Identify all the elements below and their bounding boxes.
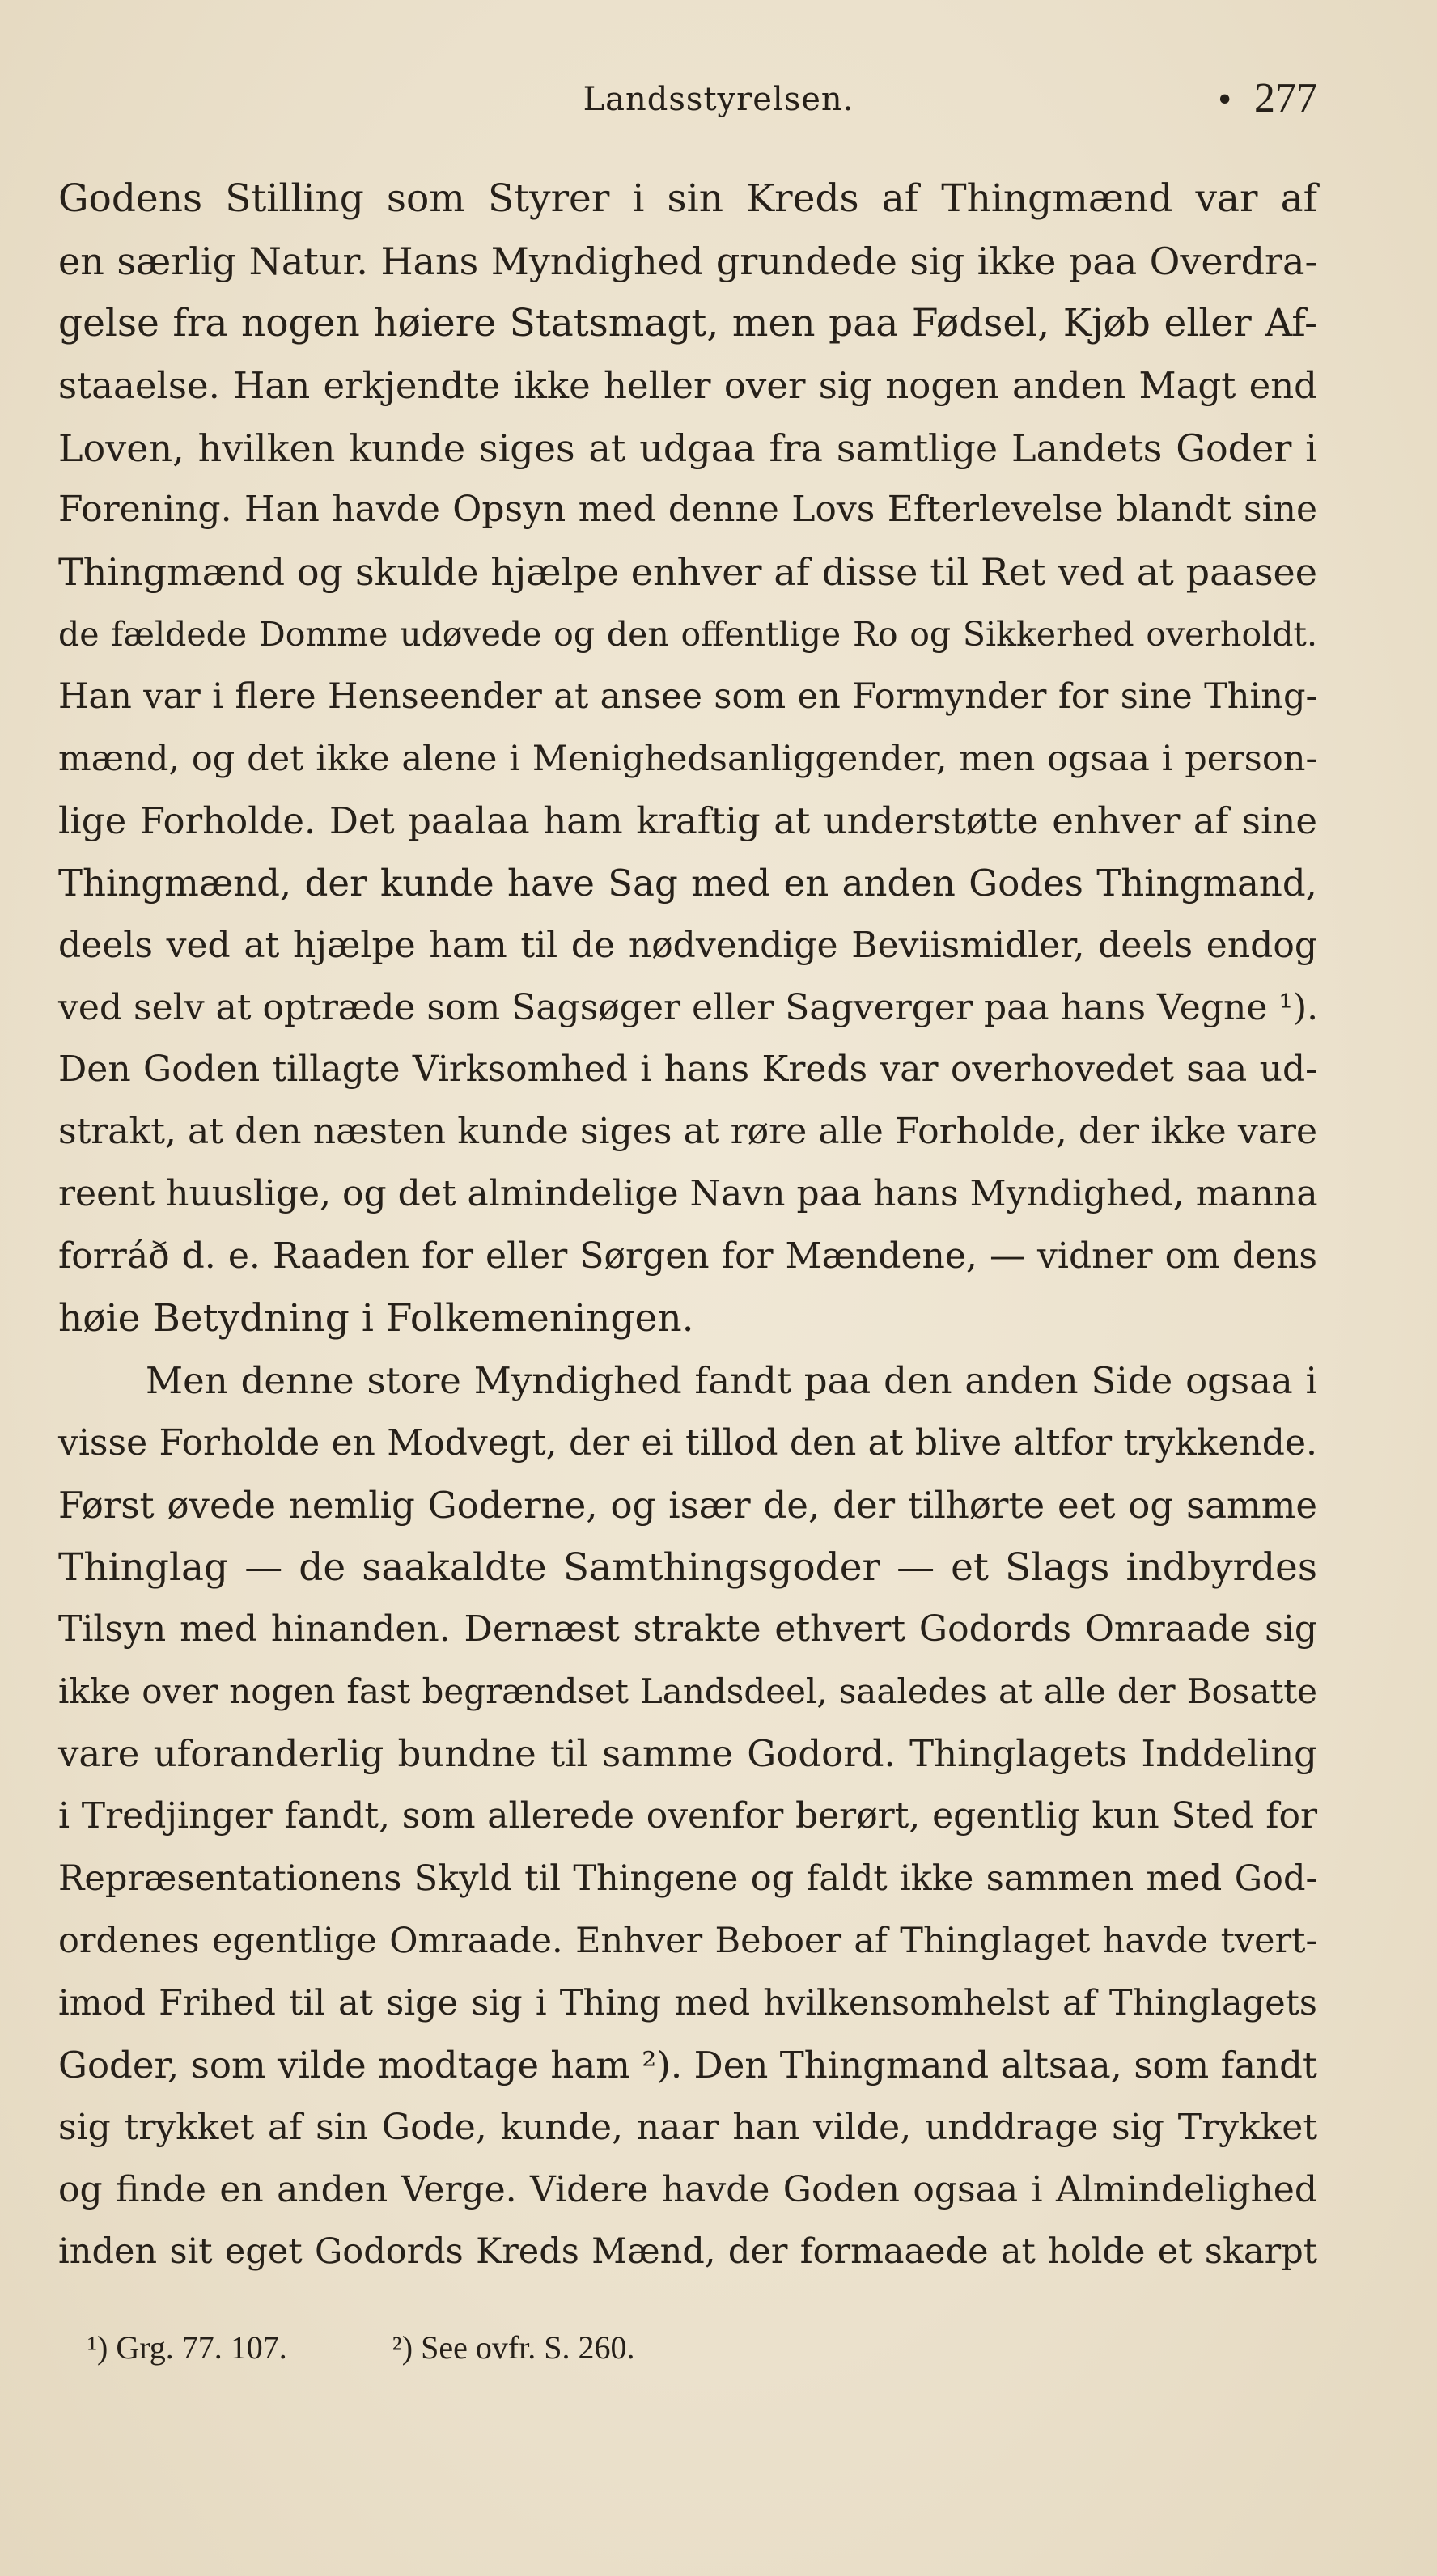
footnote-1: ¹) Grg. 77. 107. xyxy=(87,2329,287,2366)
text-line-8: de fældede Domme udøvede og den offentlige Ro og Sikkerhed overholdt. xyxy=(58,615,1317,655)
text-line-15: Den Goden tillagte Virksomhed i hans Kreds var overhovedet saa ud- xyxy=(58,1049,1317,1091)
text-line-31: Goder, som vilde modtage ham ²). Den Thingmand altsaa, som fandt xyxy=(58,2043,1317,2087)
text-line-25: ikke over nogen fast begrændset Landsdeel, saaledes at alle der Bosatte xyxy=(58,1671,1317,1712)
text-line-34: inden sit eget Godords Kreds Mænd, der formaaede at holde et skarpt xyxy=(58,2231,1317,2273)
text-line-10: mænd, og det ikke alene i Menighedsanliggender, men ogsaa i person- xyxy=(58,739,1317,780)
page-header xyxy=(0,74,1437,131)
text-line-13: deels ved at hjælpe ham til de nødvendige Beviismidler, deels endog xyxy=(58,924,1317,966)
page-number-value: 277 xyxy=(1254,75,1317,121)
text-line-12: Thingmænd, der kunde have Sag med en anden Godes Thingmand, xyxy=(58,861,1317,905)
text-line-16: strakt, at den næsten kunde siges at røre alle Forholde, der ikke vare xyxy=(58,1111,1317,1153)
text-line-20: Men denne store Myndighed fandt paa den anden Side ogsaa i xyxy=(146,1358,1317,1402)
text-line-17: reent huuslige, og det almindelige Navn paa hans Myndighed, manna xyxy=(58,1173,1318,1215)
text-line-19: høie Betydning i Folkemeningen. xyxy=(58,1296,694,1341)
text-line-21: visse Forholde en Modvegt, der ei tillod den at blive altfor trykkende. xyxy=(58,1421,1317,1464)
text-line-14: ved selv at optræde som Sagsøger eller Sagverger paa hans Vegne ¹). xyxy=(58,986,1319,1028)
text-line-28: Repræsentationens Skyld til Thingene og faldt ikke sammen med God- xyxy=(58,1858,1317,1900)
text-line-29: ordenes egentlige Omraade. Enhver Beboer af Thinglaget havde tvert- xyxy=(58,1920,1317,1961)
footnote-2: ²) See ovfr. S. 260. xyxy=(392,2329,635,2366)
text-line-32: sig trykket af sin Gode, kunde, naar han vilde, unddrage sig Trykket xyxy=(58,2106,1317,2148)
text-line-26: vare uforanderlig bundne til samme Godord. Thinglagets Inddeling xyxy=(58,1732,1317,1776)
header-dot-ornament: • xyxy=(1218,78,1231,121)
body-text xyxy=(58,168,1317,2283)
text-line-7: Thingmænd og skulde hjælpe enhver af disse til Ret ved at paasee xyxy=(58,550,1317,595)
text-line-23: Thinglag — de saakaldte Samthingsgoder — et Slags indbyrdes xyxy=(58,1544,1317,1590)
page-number xyxy=(1218,74,1317,122)
text-line-18: forráð d. e. Raaden for eller Sørgen for Mændene, — vidner om dens xyxy=(58,1235,1317,1277)
text-line-22: Først øvede nemlig Goderne, og især de, der tilhørte eet og samme xyxy=(58,1483,1317,1527)
running-title: Landsstyrelsen. xyxy=(583,81,854,118)
text-line-33: og finde en anden Verge. Videre havde Goden ogsaa i Almindelighed xyxy=(58,2168,1317,2210)
text-line-27: i Tredjinger fandt, som allerede ovenfor berørt, egentlig kun Sted for xyxy=(58,1795,1317,1837)
text-line-30: imod Frihed til at sige sig i Thing med hvilkensomhelst af Thinglagets xyxy=(58,1982,1317,2023)
text-line-2: en særlig Natur. Hans Myndighed grundede sig ikke paa Overdra- xyxy=(58,239,1317,283)
text-line-5: Loven, hvilken kunde siges at udgaa fra samtlige Landets Goder i xyxy=(58,426,1317,470)
text-line-9: Han var i flere Henseender at ansee som en Formynder for sine Thing- xyxy=(58,676,1317,718)
footnotes xyxy=(87,2328,1220,2366)
text-line-4: staaelse. Han erkjendte ikke heller over sig nogen anden Magt end xyxy=(58,363,1317,407)
text-line-1: Godens Stilling som Styrer i sin Kreds af Thingmænd var af xyxy=(58,176,1317,221)
text-line-6: Forening. Han havde Opsyn med denne Lovs Efterlevelse blandt sine xyxy=(58,489,1317,531)
text-line-11: lige Forholde. Det paalaa ham kraftig at understøtte enhver af sine xyxy=(58,799,1317,842)
text-line-24: Tilsyn med hinanden. Dernæst strakte ethvert Godords Omraade sig xyxy=(58,1608,1317,1650)
text-line-3: gelse fra nogen høiere Statsmagt, men paa Fødsel, Kjøb eller Af- xyxy=(58,300,1317,345)
